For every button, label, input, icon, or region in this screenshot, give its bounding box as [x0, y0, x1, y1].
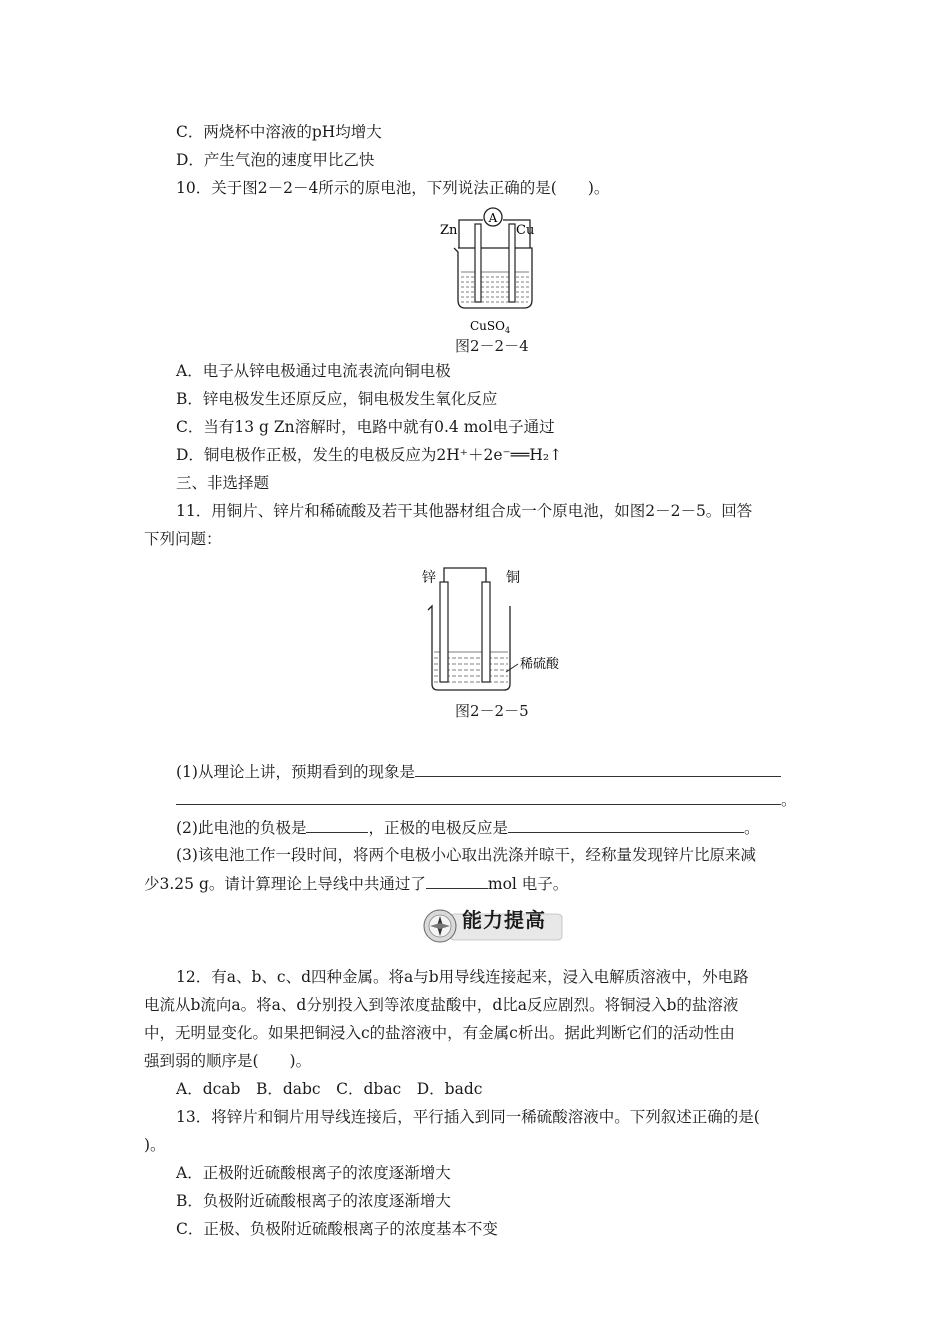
q9-option-c: C．两烧杯中溶液的pH均增大: [176, 123, 382, 141]
q12-line4: 强到弱的顺序是( )。: [144, 1052, 312, 1070]
zinc-label: 锌: [422, 570, 436, 586]
answer-blank[interactable]: [415, 760, 781, 777]
q11-part2-text-b: ，正极的电极反应是: [368, 819, 508, 837]
cu-label: Cu: [516, 223, 535, 238]
figure-2-2-4-caption: 图2－2－4: [455, 337, 529, 355]
q11-part3-text-b: mol 电子。: [487, 875, 569, 893]
dilute-acid-label: 稀硫酸: [520, 657, 560, 672]
q13-line2: )。: [144, 1136, 166, 1154]
q11-stem-line1: 11．用铜片、锌片和稀硫酸及若干其他器材组合成一个原电池，如图2－2－5。回答: [176, 502, 753, 520]
ammeter-label: A: [488, 211, 498, 225]
q13-option-a: A．正极附近硫酸根离子的浓度逐渐增大: [176, 1164, 451, 1182]
answer-blank[interactable]: [426, 872, 488, 889]
q11-part1-cont: [176, 788, 797, 811]
q10-stem: 10．关于图2－2－4所示的原电池，下列说法正确的是( )。: [176, 179, 610, 197]
q12-options: A．dcab B．dabc C．dbac D．badc: [176, 1080, 483, 1098]
cuso4-label: CuSO$_4$: [470, 319, 511, 335]
q12-line3: 中，无明显变化。如果把铜浸入c的盐溶液中，有金属c析出。据此判断它们的活动性由: [144, 1024, 735, 1042]
section-heading: 三、非选择题: [176, 474, 270, 492]
q11-part2: [176, 816, 760, 839]
q11-part1-text: (1)从理论上讲，预期看到的现象是: [176, 763, 415, 781]
figure-2-2-5: [418, 560, 578, 700]
q13-option-b: B．负极附近硫酸根离子的浓度逐渐增大: [176, 1192, 451, 1210]
q10-option-c: C．当有13 g Zn溶解时，电路中就有0.4 mol电子通过: [176, 418, 555, 436]
answer-blank[interactable]: [508, 816, 744, 833]
q11-part3-text-a: 少3.25 g。请计算理论上导线中共通过了: [144, 875, 426, 893]
q13-option-c: C．正极、负极附近硫酸根离子的浓度基本不变: [176, 1220, 498, 1238]
q11-part1: [176, 760, 781, 783]
answer-blank[interactable]: [176, 788, 781, 805]
q10-option-a: A．电子从锌电极通过电流表流向铜电极: [176, 362, 451, 380]
figure-2-2-5-caption: 图2－2－5: [455, 702, 529, 720]
period: 。: [743, 819, 760, 837]
q11-part2-text-a: (2)此电池的负极是: [176, 819, 307, 837]
q10-option-b: B．锌电极发生还原反应，铜电极发生氧化反应: [176, 390, 498, 408]
q11-part3-line1: (3)该电池工作一段时间，将两个电极小心取出洗涤并晾干，经称量发现锌片比原来减: [176, 846, 756, 864]
answer-blank[interactable]: [306, 816, 368, 833]
copper-label: 铜: [506, 570, 520, 586]
q9-option-d: D．产生气泡的速度甲比乙快: [176, 151, 375, 169]
zn-label: Zn: [440, 223, 458, 238]
q11-stem-line2: 下列问题：: [144, 530, 222, 548]
ability-banner-title: 能力提高: [462, 908, 546, 932]
figure-2-2-4: [440, 200, 550, 350]
compass-icon: [424, 910, 456, 942]
q10-option-d: D．铜电极作正极，发生的电极反应为2H⁺＋2e⁻══H₂↑: [176, 446, 563, 464]
q11-part3-line2: [144, 872, 568, 895]
q13-line1: 13．将锌片和铜片用导线连接后，平行插入到同一稀硫酸溶液中。下列叙述正确的是(: [176, 1108, 760, 1126]
q12-line1: 12．有a、b、c、d四种金属。将a与b用导线连接起来，浸入电解质溶液中，外电路: [176, 968, 749, 986]
q12-line2: 电流从b流向a。将a、d分别投入到等浓度盐酸中，d比a反应剧烈。将铜浸入b的盐溶液: [144, 996, 739, 1014]
period: 。: [781, 791, 797, 809]
